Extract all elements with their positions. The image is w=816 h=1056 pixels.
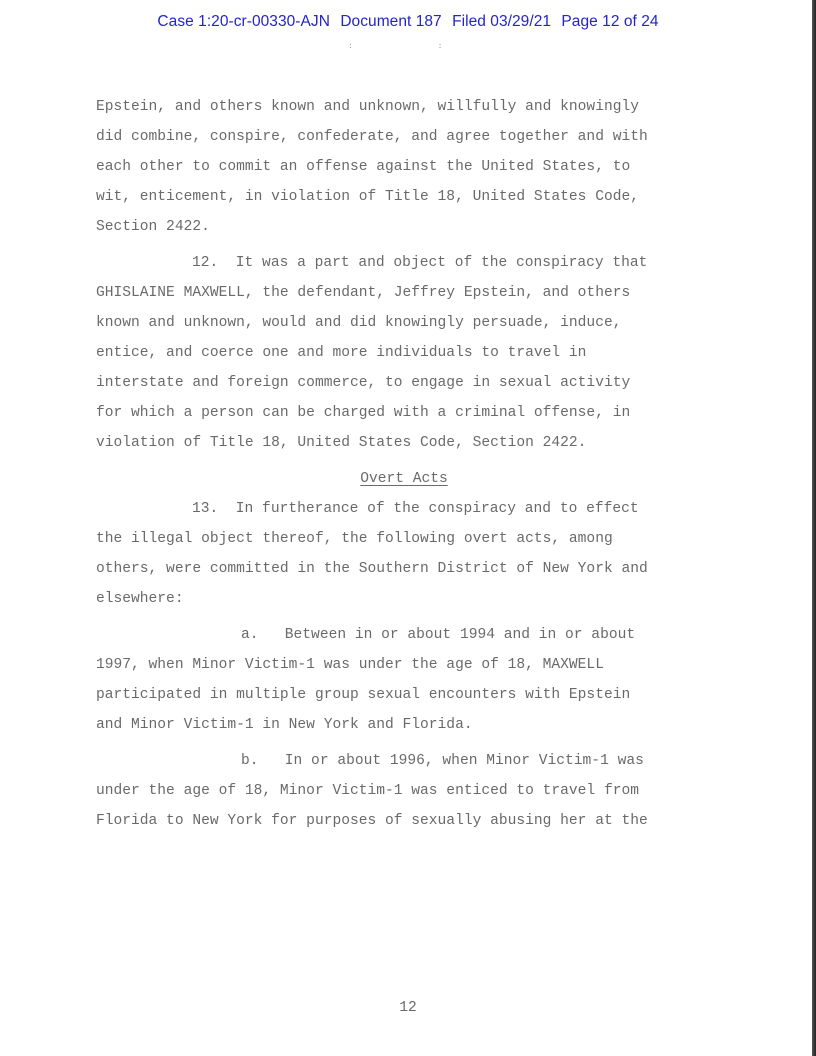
paragraph-13-start: 13. In furtherance of the conspiracy and to effect	[192, 501, 639, 517]
section-heading-overt-acts: Overt Acts	[360, 471, 448, 487]
text-line: under the age of 18, Minor Victim-1 was enticed to travel from	[96, 783, 639, 799]
document-number: Document 187	[340, 13, 442, 30]
scan-marks: : :	[348, 41, 483, 50]
text-line: participated in multiple group sexual encounters with Epstein	[96, 687, 631, 703]
text-line: Florida to New York for purposes of sexually abusing her at the	[96, 813, 648, 829]
page-count: Page 12 of 24	[561, 13, 659, 30]
page-number: 12	[399, 1000, 417, 1016]
subparagraph-a-start: a. Between in or about 1994 and in or about	[241, 627, 636, 643]
text-line: entice, and coerce one and more individuals to travel in	[96, 345, 587, 361]
text-line: others, were committed in the Southern District of New York and	[96, 561, 648, 577]
text-line: each other to commit an offense against the United States, to	[96, 159, 631, 175]
text-line: Section 2422.	[96, 219, 210, 235]
text-line: for which a person can be charged with a criminal offense, in	[96, 405, 631, 421]
text-line: elsewhere:	[96, 591, 184, 607]
text-line: wit, enticement, in violation of Title 18, United States Code,	[96, 189, 639, 205]
case-number: Case 1:20-cr-00330-AJN	[157, 13, 330, 30]
filed-date: Filed 03/29/21	[452, 13, 552, 30]
subparagraph-b-start: b. In or about 1996, when Minor Victim-1 was	[241, 753, 644, 769]
ecf-filing-header	[0, 13, 816, 31]
text-line: 1997, when Minor Victim-1 was under the age of 18, MAXWELL	[96, 657, 604, 673]
text-line: interstate and foreign commerce, to engage in sexual activity	[96, 375, 631, 391]
text-line: and Minor Victim-1 in New York and Florida.	[96, 717, 473, 733]
text-line: GHISLAINE MAXWELL, the defendant, Jeffrey Epstein, and others	[96, 285, 631, 301]
text-line: known and unknown, would and did knowingly persuade, induce,	[96, 315, 622, 331]
scan-edge	[812, 0, 816, 1056]
text-line: the illegal object thereof, the following overt acts, among	[96, 531, 613, 547]
paragraph-12-start: 12. It was a part and object of the conspiracy that	[192, 255, 648, 271]
text-line: violation of Title 18, United States Code, Section 2422.	[96, 435, 587, 451]
document-body	[96, 92, 756, 836]
text-line: did combine, conspire, confederate, and agree together and with	[96, 129, 648, 145]
text-line: Epstein, and others known and unknown, willfully and knowingly	[96, 99, 639, 115]
